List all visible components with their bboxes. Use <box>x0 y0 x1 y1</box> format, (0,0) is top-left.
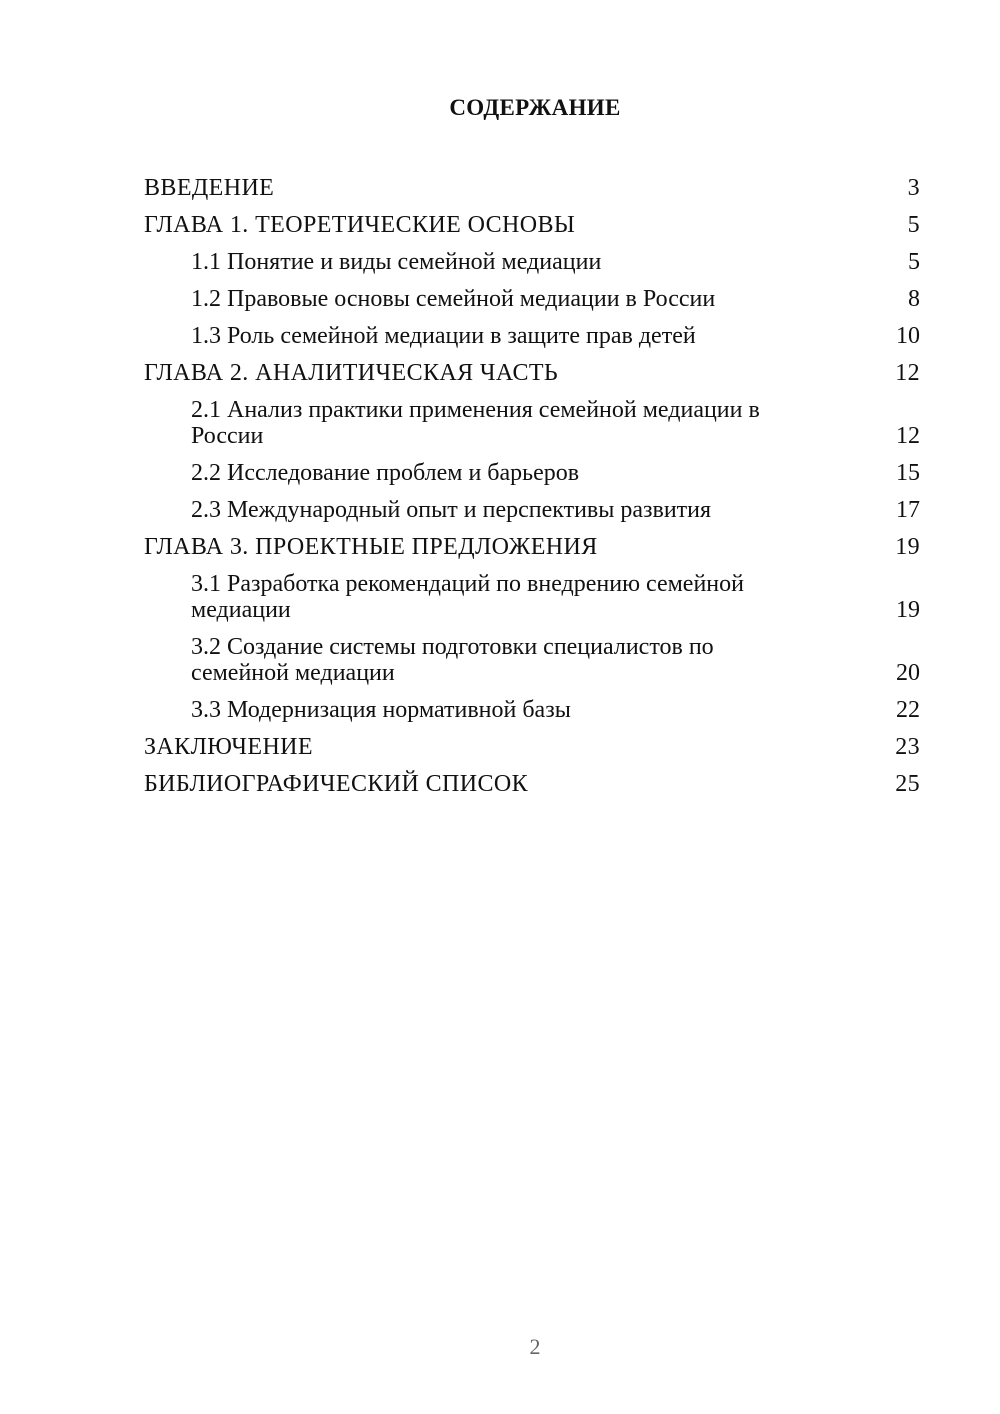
toc-entry-page: 19 <box>895 534 920 560</box>
table-of-contents <box>144 168 920 801</box>
toc-entry-section-3-1[interactable] <box>144 564 920 627</box>
toc-entry-section-1-3[interactable] <box>144 316 920 353</box>
page-number: 2 <box>529 1334 541 1359</box>
toc-entry-page: 19 <box>896 597 920 623</box>
toc-entry-chapter-2[interactable] <box>144 353 920 390</box>
toc-entry-title: ГЛАВА 2. АНАЛИТИЧЕСКАЯ ЧАСТЬ <box>144 360 559 386</box>
toc-entry-title: БИБЛИОГРАФИЧЕСКИЙ СПИСОК <box>144 771 529 797</box>
toc-entry-page: 8 <box>908 286 920 312</box>
toc-entry-title: 3.3 Модернизация нормативной базы <box>191 697 571 723</box>
toc-entry-section-2-3[interactable] <box>144 490 920 527</box>
toc-entry-section-2-2[interactable] <box>144 453 920 490</box>
toc-entry-title: ГЛАВА 1. ТЕОРЕТИЧЕСКИЕ ОСНОВЫ <box>144 212 576 238</box>
toc-entry-bibliography[interactable] <box>144 764 920 801</box>
toc-entry-chapter-3[interactable] <box>144 527 920 564</box>
toc-entry-page: 5 <box>907 212 920 238</box>
toc-entry-section-2-1[interactable] <box>144 390 920 453</box>
toc-entry-title: ВВЕДЕНИЕ <box>144 175 275 201</box>
toc-entry-title: 2.2 Исследование проблем и барьеров <box>191 460 580 486</box>
toc-entry-page: 20 <box>896 660 920 686</box>
toc-entry-title: 3.2 Создание системы подготовки специалистов по семейной медиации <box>191 634 714 686</box>
toc-entry-title: 2.1 Анализ практики применения семейной медиации в России <box>191 397 760 449</box>
toc-entry-introduction[interactable] <box>144 168 920 205</box>
toc-entry-page: 15 <box>896 460 920 486</box>
toc-entry-page: 3 <box>907 175 920 201</box>
toc-entry-page: 12 <box>895 360 920 386</box>
toc-entry-section-3-2[interactable] <box>144 627 920 690</box>
toc-entry-title: ЗАКЛЮЧЕНИЕ <box>144 734 313 760</box>
toc-entry-page: 22 <box>896 697 920 723</box>
toc-entry-section-1-1[interactable] <box>144 242 920 279</box>
toc-entry-page: 10 <box>896 323 920 349</box>
toc-entry-title: 1.3 Роль семейной медиации в защите прав детей <box>191 323 696 349</box>
toc-entry-section-1-2[interactable] <box>144 279 920 316</box>
toc-entry-page: 25 <box>895 771 920 797</box>
toc-entry-title: 3.1 Разработка рекомендаций по внедрению семейной медиации <box>191 571 744 623</box>
toc-entry-conclusion[interactable] <box>144 727 920 764</box>
page-title: СОДЕРЖАНИЕ <box>449 95 621 120</box>
toc-entry-title: ГЛАВА 3. ПРОЕКТНЫЕ ПРЕДЛОЖЕНИЯ <box>144 534 598 560</box>
toc-entry-page: 17 <box>896 497 920 523</box>
toc-entry-page: 5 <box>908 249 920 275</box>
toc-entry-title: 2.3 Международный опыт и перспективы развития <box>191 497 712 523</box>
toc-entry-title: 1.1 Понятие и виды семейной медиации <box>191 249 602 275</box>
toc-entry-chapter-1[interactable] <box>144 205 920 242</box>
toc-entry-title: 1.2 Правовые основы семейной медиации в России <box>191 286 716 312</box>
toc-entry-section-3-3[interactable] <box>144 690 920 727</box>
toc-entry-page: 12 <box>896 423 920 449</box>
toc-entry-page: 23 <box>895 734 920 760</box>
